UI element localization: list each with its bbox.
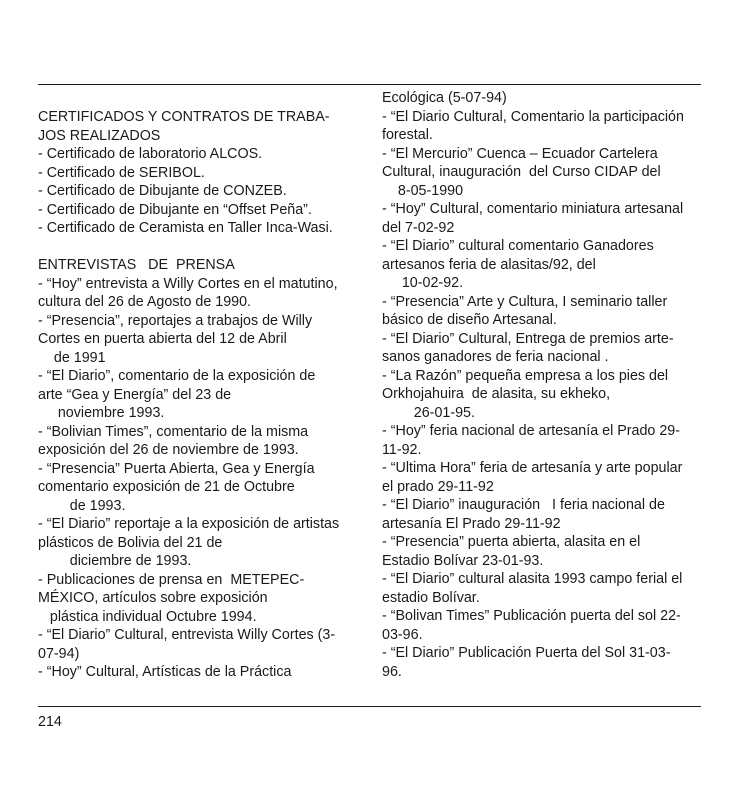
right-column-line: - “El Diario” cultural comentario Ganadores bbox=[382, 238, 654, 254]
left-column-line: - Certificado de SERIBOL. bbox=[38, 164, 205, 181]
right-column-line: básico de diseño Artesanal. bbox=[382, 312, 557, 328]
right-column-line: Cultural, inauguración del Curso CIDAP del bbox=[382, 164, 661, 180]
right-column-line: - “El Diario” cultural alasita 1993 campo ferial el bbox=[382, 571, 683, 587]
right-column-line: - “Hoy” feria nacional de artesanía el Prado 29- bbox=[382, 423, 681, 439]
left-column-line: plástica individual Octubre 1994. bbox=[38, 608, 257, 625]
left-column-line: ENTREVISTAS DE PRENSA bbox=[38, 257, 235, 273]
right-column-line: 8-05-1990 bbox=[382, 182, 464, 199]
right-column bbox=[382, 89, 702, 681]
right-column-line: - “La Razón” pequeña empresa a los pies del bbox=[382, 367, 669, 384]
right-column-line: - “El Diario” Cultural, Entrega de premios arte- bbox=[382, 330, 674, 347]
right-column-line: del 7-02-92 bbox=[382, 219, 455, 236]
left-column-line bbox=[38, 238, 360, 257]
right-column-line: el prado 29-11-92 bbox=[382, 478, 494, 495]
right-column-line: - “Ultima Hora” feria de artesanía y arte popular bbox=[382, 460, 683, 476]
left-column-line: Cortes en puerta abierta del 12 de Abril bbox=[38, 331, 287, 347]
right-column-line: 96. bbox=[382, 663, 402, 680]
right-column-line: - “El Mercurio” Cuenca – Ecuador Cartelera bbox=[382, 145, 658, 162]
right-column-line: - “Bolivan Times” Publicación puerta del sol 22- bbox=[382, 608, 681, 624]
left-column-line: - “El Diario” Cultural, entrevista Willy Cortes (3- bbox=[38, 627, 336, 643]
right-column-line: Estadio Bolívar 23-01-93. bbox=[382, 552, 544, 569]
left-column-line: cultura del 26 de Agosto de 1990. bbox=[38, 294, 252, 310]
right-column-line: - “Hoy” Cultural, comentario miniatura artesanal bbox=[382, 201, 684, 217]
right-column-line: - “El Diario” Publicación Puerta del Sol 31-03- bbox=[382, 645, 671, 661]
right-column-line: sanos ganadores de feria nacional . bbox=[382, 349, 609, 365]
right-column-line: 26-01-95. bbox=[382, 404, 475, 421]
right-column-line: - “Presencia” Arte y Cultura, I seminario taller bbox=[382, 293, 668, 310]
left-column-line: plásticos de Bolivia del 21 de bbox=[38, 534, 223, 551]
left-column-line: de 1993. bbox=[38, 497, 126, 514]
left-column-line: - Certificado de Ceramista en Taller Inca-Wasi. bbox=[38, 220, 333, 236]
left-column-line: - “Hoy” entrevista a Willy Cortes en el matutino, bbox=[38, 275, 338, 292]
left-column-line: - Publicaciones de prensa en METEPEC- bbox=[38, 571, 305, 588]
left-column-line: - “Hoy” Cultural, Artísticas de la Práctica bbox=[38, 664, 292, 680]
left-column-line: JOS REALIZADOS bbox=[38, 127, 161, 144]
left-column-line: de 1991 bbox=[38, 349, 106, 366]
left-column-line: 07-94) bbox=[38, 645, 80, 662]
left-column-line: - Certificado de Dibujante de CONZEB. bbox=[38, 183, 287, 199]
left-column-line: - “El Diario” reportaje a la exposición de artistas bbox=[38, 516, 340, 532]
left-column bbox=[38, 108, 360, 682]
right-column-line: - “El Diario” inauguración I feria nacional de bbox=[382, 497, 665, 513]
right-column-line: artesanos feria de alasitas/92, del bbox=[382, 256, 596, 273]
right-column-line: - “El Diario Cultural, Comentario la participación bbox=[382, 108, 684, 125]
left-column-line: - “Bolivian Times”, comentario de la misma bbox=[38, 423, 309, 440]
right-column-line: 10-02-92. bbox=[382, 275, 464, 291]
right-column-line: estadio Bolívar. bbox=[382, 589, 480, 606]
right-column-line: forestal. bbox=[382, 127, 433, 143]
left-column-line: CERTIFICADOS Y CONTRATOS DE TRABA- bbox=[38, 109, 330, 125]
bottom-rule bbox=[38, 706, 701, 707]
left-column-line: - Certificado de laboratorio ALCOS. bbox=[38, 146, 263, 162]
right-column-line: 11-92. bbox=[382, 441, 422, 458]
left-column-line: diciembre de 1993. bbox=[38, 553, 192, 569]
right-column-line: Ecológica (5-07-94) bbox=[382, 90, 507, 106]
left-column-line: - “El Diario”, comentario de la exposición de bbox=[38, 368, 316, 384]
right-column-line: - “Presencia” puerta abierta, alasita en el bbox=[382, 534, 641, 550]
left-column-line: noviembre 1993. bbox=[38, 405, 165, 421]
left-column-line: comentario exposición de 21 de Octubre bbox=[38, 479, 295, 495]
top-rule bbox=[38, 84, 701, 85]
right-column-line: Orkhojahuira de alasita, su ekheko, bbox=[382, 386, 611, 402]
page-number: 214 bbox=[38, 714, 62, 730]
left-column-line: - “Presencia”, reportajes a trabajos de Willy bbox=[38, 312, 313, 329]
left-column-line: - “Presencia” Puerta Abierta, Gea y Energía bbox=[38, 460, 315, 477]
right-column-line: artesanía El Prado 29-11-92 bbox=[382, 515, 561, 532]
left-column-line: exposición del 26 de noviembre de 1993. bbox=[38, 442, 299, 458]
right-column-line: 03-96. bbox=[382, 626, 423, 643]
left-column-line: - Certificado de Dibujante en “Offset Peña”. bbox=[38, 201, 312, 218]
left-column-line: MÉXICO, artículos sobre exposición bbox=[38, 590, 268, 606]
left-column-line: arte “Gea y Energía” del 23 de bbox=[38, 386, 232, 403]
